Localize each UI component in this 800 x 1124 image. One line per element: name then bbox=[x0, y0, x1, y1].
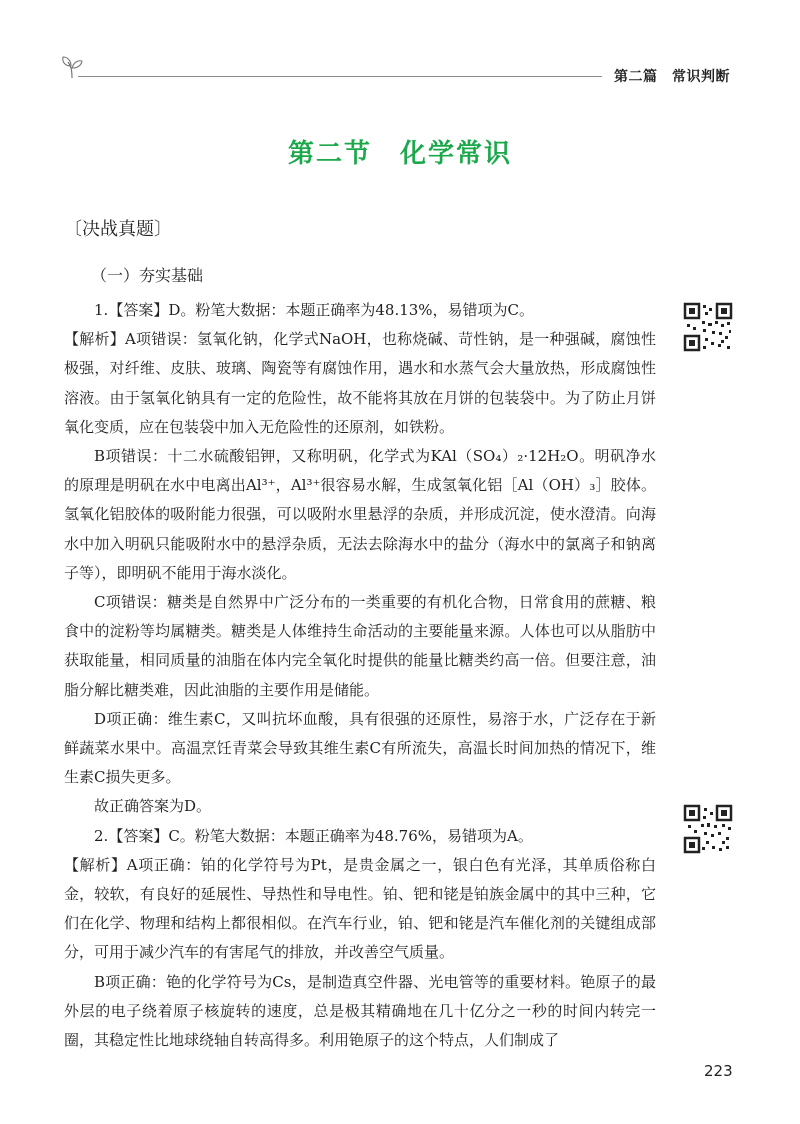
q2-analysis-a bbox=[64, 851, 656, 968]
bracket-heading: 〔决战真题〕 bbox=[64, 219, 172, 240]
answer-label: 【答案】 bbox=[108, 301, 169, 319]
q1-analysis-c: C项错误：糖类是自然界中广泛分布的一类重要的有机化合物，日常食用的蔗糖、粮食中的淀粉等均属糖类。糖类是人体维持生命活动的主要能量来源。人体也可以从脂肪中获取能量，相同质量的油脂在体内完全氧化时提供的能量比糖类约高一倍。但要注意，油脂分解比糖类难，因此油脂的主要作用是储能。 bbox=[64, 593, 656, 699]
q2-number: 2. bbox=[94, 826, 109, 845]
sub-heading: （一）夯实基础 bbox=[91, 266, 204, 285]
q1-number: 1. bbox=[94, 301, 109, 319]
header-rule bbox=[78, 76, 602, 77]
answer-label: 【答案】 bbox=[108, 826, 169, 845]
section-title: 第二节 化学常识 bbox=[287, 139, 512, 169]
qr-code-icon[interactable] bbox=[683, 302, 733, 352]
analysis-label: 【解析】 bbox=[64, 855, 127, 874]
q2-answer-text: C。粉笔大数据：本题正确率为48.76%，易错项为A。 bbox=[168, 826, 533, 845]
q1-analysis-a bbox=[64, 325, 656, 442]
running-header: 第二篇 常识判断 bbox=[614, 69, 730, 85]
q2-answer bbox=[64, 822, 656, 851]
q2-option-a-text: A项正确：铂的化学符号为Pt，是贵金属之一，银白色有光泽，其单质俗称白金，较软，有良好的延展性、导热性和导电性。铂、钯和铑是铂族金属中的其中三种，它们在化学、物理和结构上都很相似。在汽车行业，铂、钯和铑是汽车催化剂的关键组成部分，可用于减少汽车的有害尾气的排放，并改善空气质量。 bbox=[64, 855, 656, 962]
qr-code-icon[interactable] bbox=[683, 804, 733, 854]
q1-analysis-d: D项正确：维生素C，又叫抗坏血酸，具有很强的还原性，易溶于水，广泛存在于新鲜蔬菜水果中。高温烹饪青菜会导致其维生素C有所流失，高温长时间加热的情况下，维生素C损失更多。 bbox=[64, 709, 656, 787]
q1-answer bbox=[64, 296, 656, 325]
q1-analysis-b: B项错误：十二水硫酸铝钾，又称明矾，化学式为KAl（SO₄）₂·12H₂O。明矾净水的原理是明矾在水中电离出Al³⁺，Al³⁺很容易水解，生成氢氧化铝［Al（OH）₃］胶体。氢氧化铝胶体的吸附能力很强，可以吸附水里悬浮的杂质，并形成沉淀，使水澄清。向海水中加入明矾只能吸附水中的悬浮杂质，无法去除海水中的盐分（海水中的氯离子和钠离子等），即明矾不能用于海水淡化。 bbox=[64, 447, 656, 582]
q2-analysis-b: B项正确：铯的化学符号为Cs，是制造真空件器、光电管等的重要材料。铯原子的最外层的电子绕着原子核旋转的速度，总是极其精确地在几十亿分之一秒的时间内转完一圈，其稳定性比地球绕轴自转高得多。利用铯原子的这个特点，人们制成了 bbox=[64, 972, 656, 1050]
analysis-label: 【解析】 bbox=[64, 330, 125, 349]
page-number: 223 bbox=[704, 1062, 733, 1080]
q1-answer-text: D。粉笔大数据：本题正确率为48.13%，易错项为C。 bbox=[168, 301, 535, 319]
answer-content bbox=[64, 296, 656, 1055]
q1-option-a-text: A项错误：氢氧化钠，化学式NaOH，也称烧碱、苛性钠，是一种强碱，腐蚀性极强，对纤维、皮肤、玻璃、陶瓷等有腐蚀作用，遇水和水蒸气会大量放热，形成腐蚀性溶液。由于氢氧化钠具有一定的危险性，故不能将其放在月饼的包装袋中。为了防止月饼氧化变质，应在包装袋中加入无危险性的还原剂，如铁粉。 bbox=[64, 330, 656, 436]
q1-conclusion: 故正确答案为D。 bbox=[94, 797, 212, 816]
